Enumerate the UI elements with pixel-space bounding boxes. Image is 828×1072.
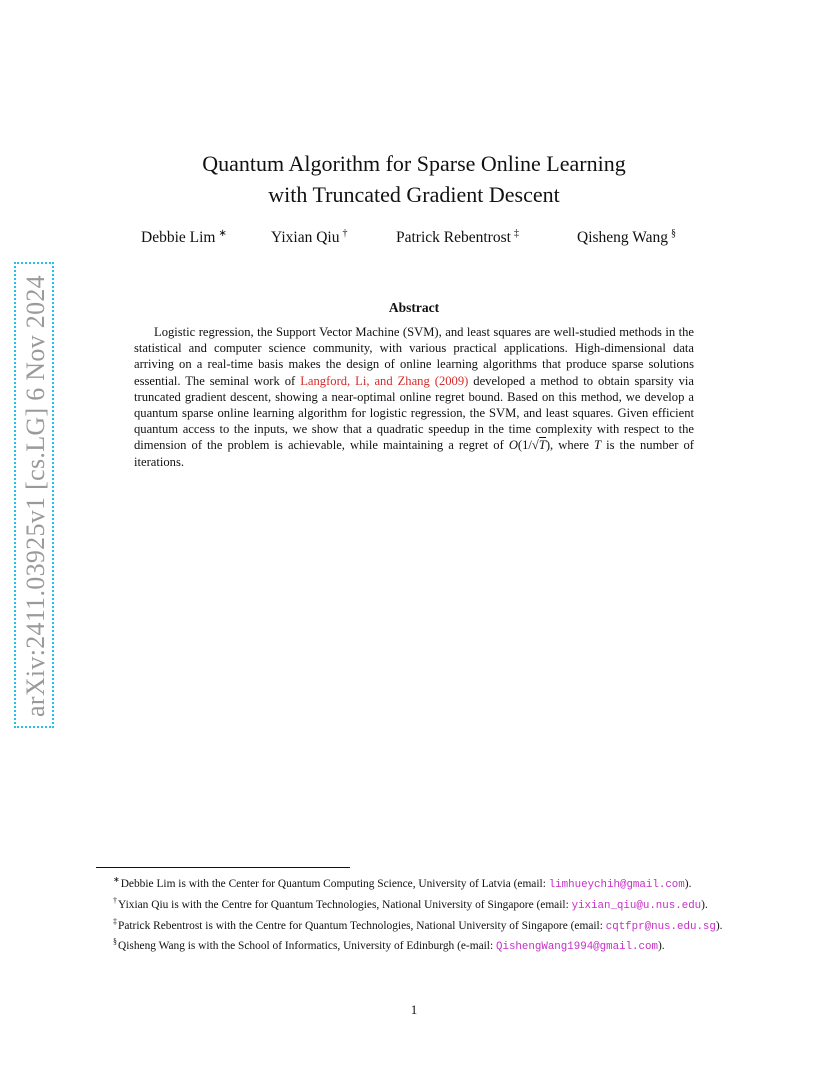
- author-debbie-lim: [141, 228, 227, 247]
- sqrt-t-symbol: T: [538, 438, 546, 453]
- footnote-mark: §: [113, 937, 117, 947]
- t-symbol: T: [594, 438, 602, 453]
- author-yixian-qiu: [271, 228, 347, 247]
- email-link[interactable]: yixian_qiu@u.nus.edu: [571, 899, 702, 912]
- title-line-1: Quantum Algorithm for Sparse Online Learning: [202, 151, 626, 176]
- author-name: Qisheng Wang: [577, 229, 669, 247]
- regret-open: (1/√: [517, 438, 539, 453]
- arxiv-identifier[interactable]: arXiv:2411.03925v1 [cs.LG] 6 Nov 2024: [21, 275, 50, 717]
- footnote-yixian-qiu: [96, 893, 731, 914]
- abstract-heading: Abstract: [388, 300, 440, 315]
- author-name: Patrick Rebentrost: [396, 229, 511, 247]
- email-link[interactable]: limhueychih@gmail.com: [548, 878, 685, 891]
- author-name: Yixian Qiu: [271, 229, 340, 247]
- footnote-mark: ∗: [113, 875, 120, 884]
- author-affiliation-mark[interactable]: §: [671, 228, 677, 239]
- footnote-text: Patrick Rebentrost is with the Centre for Quantum Technologies, National University of Singapore (email:: [118, 919, 606, 932]
- author-qisheng-wang: [577, 228, 676, 247]
- abstract-text-part-1: Logistic regression, the Support Vector Machine (SVM), and least squares are well-studied methods in the statistical and computer science community, with various practical applications. High-dimensional data arriving on a real-time basis makes the design of online learning algorithms that produce sparse solutions essential. The seminal work of: [134, 325, 694, 388]
- page-number: 1: [410, 1002, 418, 1017]
- footnote-end: ).: [701, 898, 708, 911]
- footnote-mark: ‡: [113, 916, 117, 926]
- paper-title: [0, 148, 828, 210]
- footnote-patrick-rebentrost: [96, 914, 731, 935]
- footnote-text: Yixian Qiu is with the Centre for Quantum Technologies, National University of Singapore (email:: [118, 898, 572, 911]
- author-name: Debbie Lim: [141, 229, 216, 247]
- footnote-end: ).: [684, 877, 692, 890]
- footnote-text: Debbie Lim is with the Center for Quantum Computing Science, University of Latvia (email:: [120, 877, 549, 890]
- footnote-mark: †: [113, 895, 117, 905]
- big-o-symbol: O: [508, 438, 518, 453]
- email-link[interactable]: cqtfpr@nus.edu.sg: [605, 920, 716, 933]
- title-line-2: with Truncated Gradient Descent: [268, 182, 560, 207]
- author-affiliation-mark[interactable]: ∗: [218, 228, 227, 239]
- footnote-text: Qisheng Wang is with the School of Informatics, University of Edinburgh (e-mail:: [118, 940, 496, 953]
- regret-close: ), where: [545, 438, 595, 453]
- citation-link-year[interactable]: (2009): [434, 373, 469, 388]
- footnote-end: ).: [657, 940, 665, 953]
- citation-link-authors[interactable]: Langford, Li, and Zhang: [300, 373, 430, 388]
- abstract-text: [134, 324, 694, 470]
- email-link[interactable]: QishengWang1994@gmail.com: [495, 941, 658, 954]
- author-affiliation-mark[interactable]: †: [342, 228, 348, 239]
- footnote-end: ).: [715, 919, 723, 932]
- abstract-text-end: is the number of iterations.: [134, 438, 694, 469]
- author-patrick-rebentrost: [396, 228, 519, 247]
- author-affiliation-mark[interactable]: ‡: [513, 228, 519, 239]
- footnote-divider: [96, 867, 350, 868]
- footnote-qisheng-wang: [96, 934, 731, 955]
- footnotes: [96, 872, 731, 955]
- footnote-debbie-lim: [96, 872, 731, 893]
- abstract-text-part-2: developed a method to obtain sparsity via truncated gradient descent, showing a near-optimal online regret bound. Based on this method, we develop a quantum sparse online learning algorithm for logistic regression, the SVM, and least squares. Given efficient quantum access to the inputs, we show that a quadratic speedup in the time complexity with respect to the dimension of the problem is achievable, while maintaining a regret of: [134, 373, 694, 453]
